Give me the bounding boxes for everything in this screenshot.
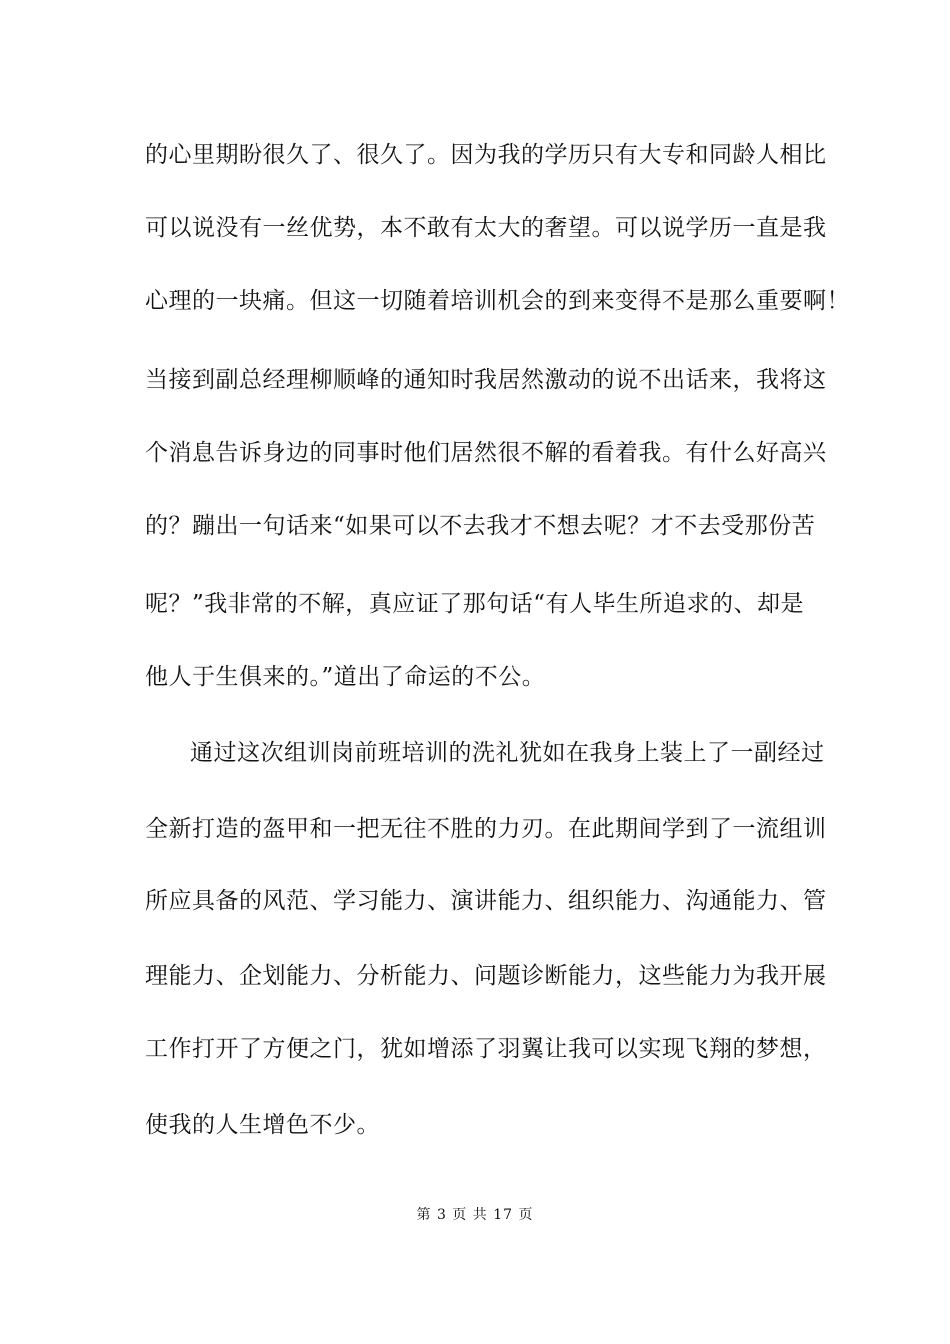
paragraph-2-line-6: 使我的人生增色不少。 <box>145 1112 380 1138</box>
paragraph-2-line-1: 通过这次组训岗前班培训的洗礼犹如在我身上装上了一副经过 <box>190 740 825 766</box>
paragraph-1-line-4: 当接到副总经理柳顺峰的通知时我居然激动的说不出话来，我将这 <box>145 367 827 393</box>
paragraph-1-line-7: 呢？”我非常的不解，真应证了那句话“有人毕生所追求的、却是 <box>145 591 805 617</box>
page-number-footer: 第 3 页 共 17 页 <box>416 1207 534 1223</box>
paragraph-1-line-2: 可以说没有一丝优势，本不敢有太大的奢望。可以说学历一直是我 <box>145 215 827 241</box>
paragraph-2-line-2: 全新打造的盔甲和一把无往不胜的力刃。在此期间学到了一流组训 <box>145 816 827 842</box>
paragraph-1-line-8: 他人于生俱来的。”道出了命运的不公。 <box>145 664 546 690</box>
paragraph-2-line-3: 所应具备的风范、学习能力、演讲能力、组织能力、沟通能力、管 <box>145 888 827 914</box>
paragraph-1-line-1: 的心里期盼很久了、很久了。因为我的学历只有大专和同龄人相比 <box>145 142 827 168</box>
paragraph-1-line-5: 个消息告诉身边的同事时他们居然很不解的看着我。有什么好高兴 <box>145 440 827 466</box>
paragraph-2-line-4: 理能力、企划能力、分析能力、问题诊断能力，这些能力为我开展 <box>145 963 827 989</box>
paragraph-1-line-3: 心理的一块痛。但这一切随着培训机会的到来变得不是那么重要啊！ <box>145 288 850 314</box>
paragraph-1-line-6: 的？蹦出一句话来“如果可以不去我才不想去呢？才不去受那份苦 <box>145 513 816 539</box>
paragraph-2-line-5: 工作打开了方便之门，犹如增添了羽翼让我可以实现飞翔的梦想， <box>145 1036 827 1062</box>
